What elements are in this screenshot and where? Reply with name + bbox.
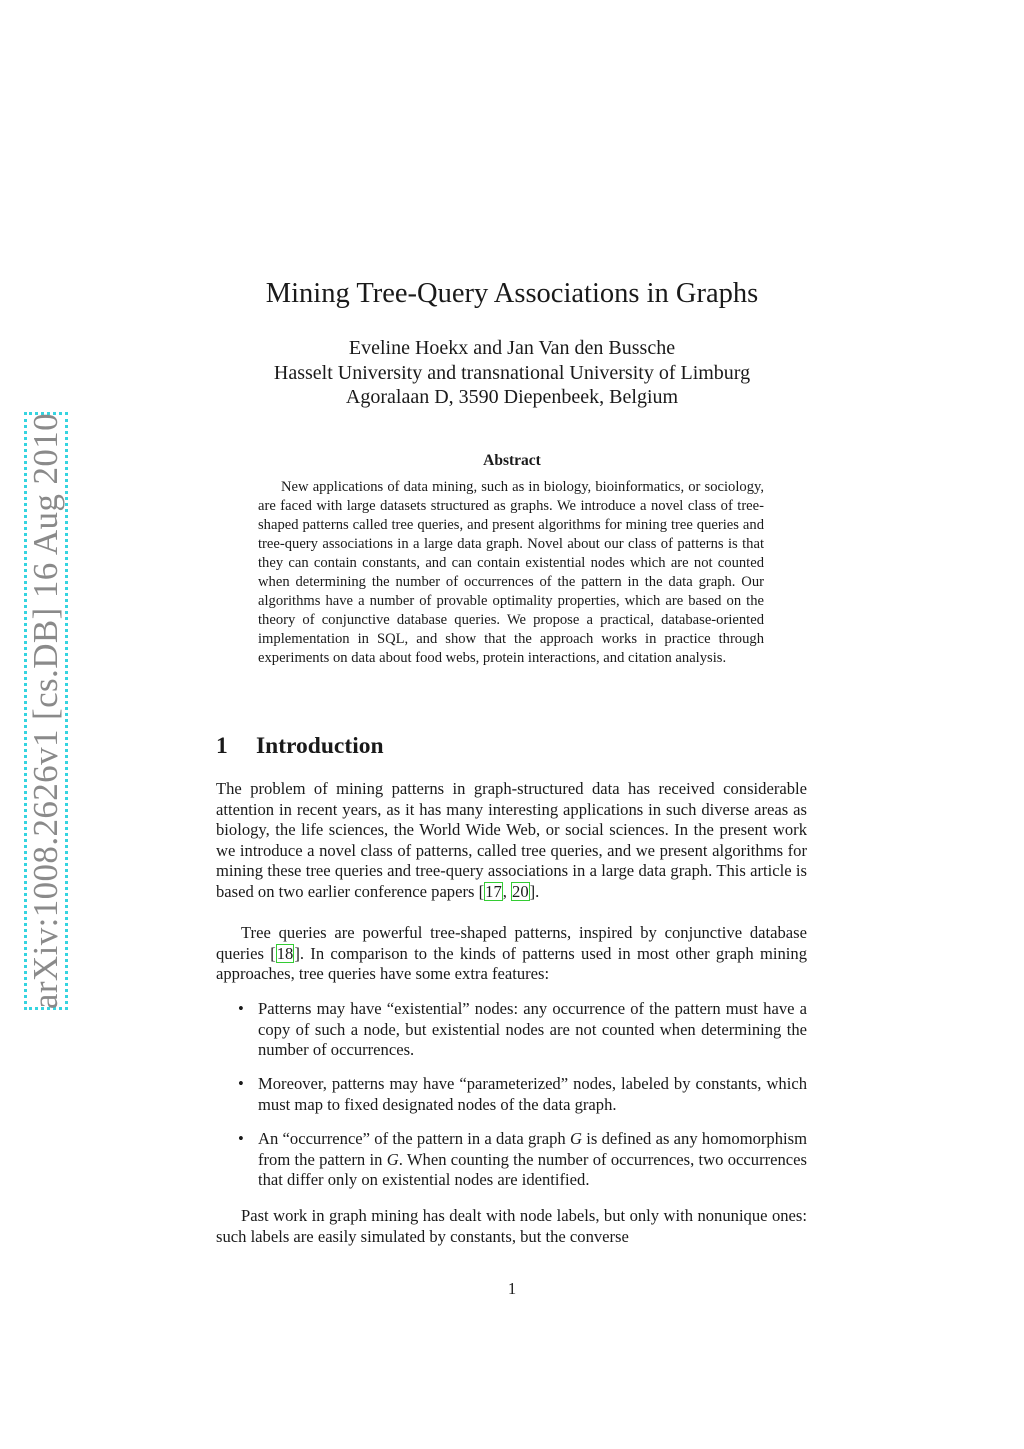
list-item-text-c: . When counting the number of occurrences, two occurrences that differ only on existential nodes are identified.	[258, 1149, 807, 1190]
math-variable: G	[570, 1128, 582, 1148]
section-number: 1	[216, 733, 228, 759]
section-heading	[216, 733, 384, 760]
list-item-text-b: is defined as any homomorphism from the pattern in	[258, 1128, 807, 1169]
paragraph-1-text: The problem of mining patterns in graph-structured data has received considerable attention in recent years, as it has many interesting applications in such diverse areas as biology, the life sciences, the World Wide Web, or social sciences. In the present work we introduce a novel class of patterns, called tree queries, and we present algorithms for mining these tree queries and tree-query associations in a large data graph. This article is based on two earlier conference papers	[216, 779, 807, 901]
address: Agoralaan D, 3590 Diepenbeek, Belgium	[345, 386, 679, 408]
paragraph-1: The problem of mining patterns in graph-structured data has received considerable attention in recent years, as it has many interesting applications in such diverse areas as biology, the life sciences, the World Wide Web, or social sciences. In the present work we introduce a novel class of patterns, called tree queries, and we present algorithms for mining these tree queries and tree-query associations in a large data graph. This article is based on two earlier conference papers [17, 20].	[216, 779, 807, 901]
paper-title: Mining Tree-Query Associations in Graphs	[265, 278, 759, 309]
list-item	[216, 1129, 807, 1191]
bullet-icon: •	[238, 1128, 244, 1148]
paragraph-3: Past work in graph mining has dealt with node labels, but only with nonunique ones: such labels are easily simulated by constants, but the converse	[216, 1206, 807, 1246]
arxiv-identifier-stamp	[24, 412, 68, 1010]
citation-link-18[interactable]: 18	[276, 943, 294, 963]
abstract-text: New applications of data mining, such as in biology, bioinformatics, or sociology, are faced with large datasets structured as graphs. We introduce a novel class of tree-shaped patterns called tree queries, and present algorithms for mining tree queries and tree-query associations in a large data graph. Novel about our class of patterns is that they can contain constants, and can contain existential nodes which are not counted when determining the number of occurrences of the pattern in the data graph. Our algorithms have a number of provable optimality properties, which are based on the theory of conjunctive database queries. We propose a practical, database-oriented implementation in SQL, and show that the approach works in practice through experiments on data about food webs, protein interactions, and citation analysis.	[258, 479, 764, 666]
arxiv-identifier: arXiv:1008.2626v1 [cs.DB] 16 Aug 2010	[26, 412, 65, 1010]
math-variable: G	[386, 1149, 399, 1169]
authors: Eveline Hoekx and Jan Van den Bussche	[348, 337, 676, 359]
bullet-icon: •	[238, 1074, 244, 1094]
feature-list	[216, 999, 807, 1204]
affiliation: Hasselt University and transnational University of Limburg	[273, 361, 751, 384]
list-item	[216, 999, 807, 1061]
citation-link-17[interactable]: 17	[485, 881, 502, 901]
bullet-icon: •	[238, 999, 244, 1018]
paragraph-1-end: .	[535, 881, 540, 901]
list-item	[216, 1074, 807, 1115]
citation-link-20[interactable]: 20	[512, 881, 529, 901]
paragraph-2-text-b: . In comparison to the kinds of patterns used in most other graph mining approaches, tree queries have some extra features:	[216, 943, 807, 984]
page-number: 1	[507, 1279, 517, 1298]
paragraph-2: Tree queries are powerful tree-shaped patterns, inspired by conjunctive database queries [18]. In comparison to the kinds of patterns used in most other graph mining approaches, tree queries have some extra features:	[216, 923, 807, 984]
section-title: Introduction	[256, 733, 384, 759]
author-block	[0, 336, 1024, 410]
list-item-text-a: An “occurrence” of the pattern in a data graph	[258, 1128, 570, 1148]
list-item-text: Patterns may have “existential” nodes: any occurrence of the pattern must have a copy of such a node, but existential nodes are not counted when determining the number of occurrences.	[258, 999, 807, 1060]
paragraph-2-text-a: Tree queries are powerful tree-shaped patterns, inspired by conjunctive database queries	[216, 923, 807, 963]
abstract-heading: Abstract	[483, 452, 541, 469]
list-item-text: Moreover, patterns may have “parameterized” nodes, labeled by constants, which must map to fixed designated nodes of the data graph.	[258, 1074, 807, 1114]
